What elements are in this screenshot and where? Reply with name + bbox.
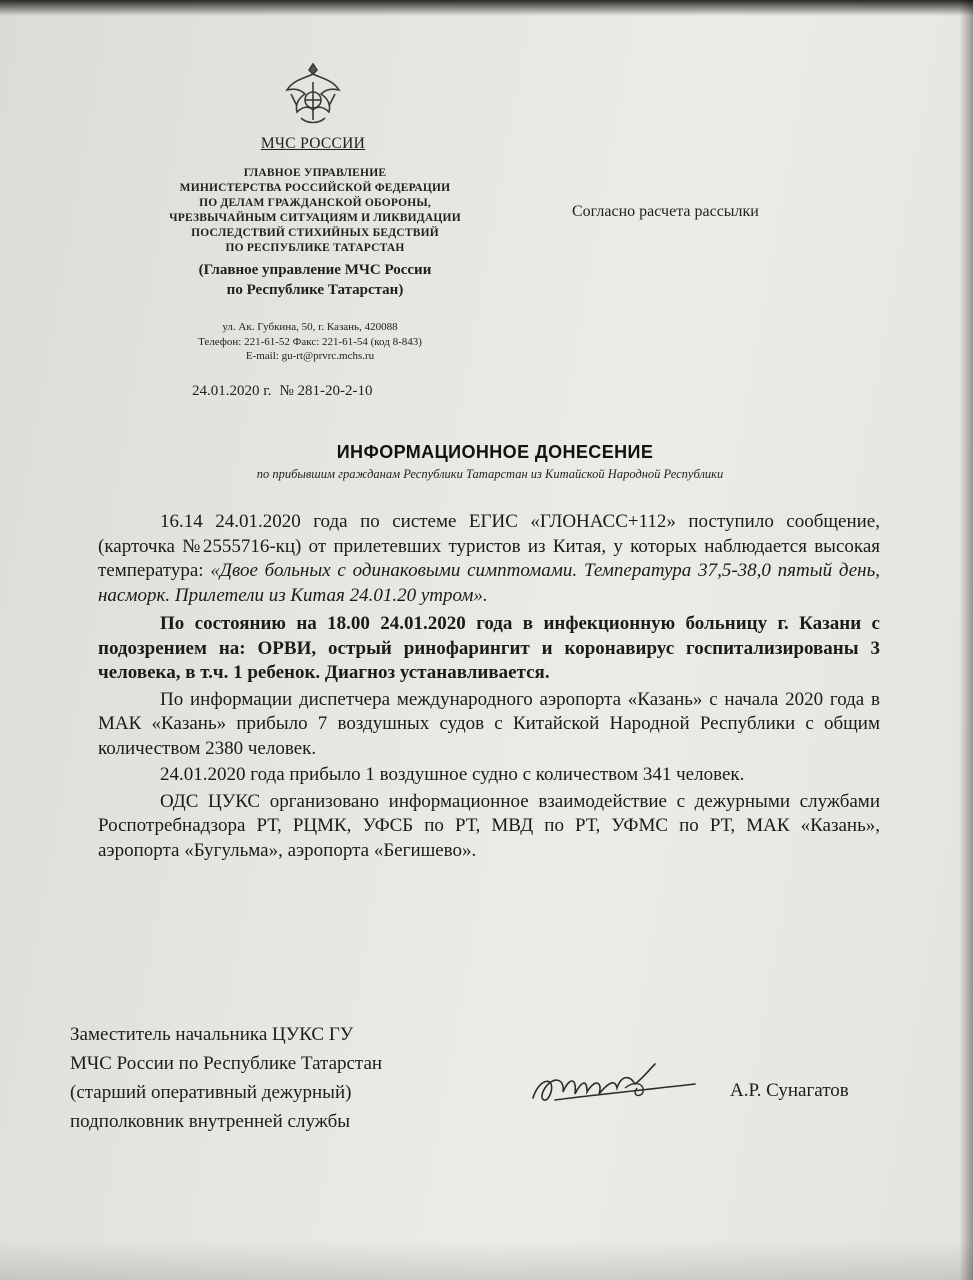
phone-fax: Телефон: 221-61-52 Факс: 221-61-54 (код 8-843) — [198, 335, 422, 348]
signatory-position — [70, 1020, 490, 1136]
agency-name: МЧС РОССИИ — [260, 135, 366, 152]
page-bottom-shadow — [0, 1240, 973, 1280]
document-number: № 281-20-2-10 — [279, 383, 373, 399]
department-line: МИНИСТЕРСТВА РОССИЙСКОЙ ФЕДЕРАЦИИ — [179, 182, 451, 194]
document-title: ИНФОРМАЦИОННОЕ ДОНЕСЕНИЕ — [336, 442, 654, 462]
department-line: ПО ДЕЛАМ ГРАЖДАНСКОЙ ОБОРОНЫ, — [199, 197, 431, 209]
position-line: МЧС России по Республике Татарстан — [70, 1053, 383, 1074]
department-line: ПО РЕСПУБЛИКЕ ТАТАРСТАН — [225, 242, 405, 254]
paragraph-airport: По информации диспетчера международного аэропорта «Казань» с начала 2020 года в МАК «Казань» прибыло 7 воздушных судов с Китайской Народной Республики с общим количеством 2380 человек. — [98, 688, 880, 759]
handwritten-signature — [525, 1048, 725, 1118]
short-name-line: по Республике Татарстан) — [226, 282, 404, 298]
position-line: Заместитель начальника ЦУКС ГУ — [70, 1024, 354, 1045]
registration-line — [192, 383, 373, 400]
paragraph-incident — [98, 510, 880, 608]
contact-block — [150, 320, 470, 364]
document-date: 24.01.2020 г. — [192, 383, 272, 399]
photo-top-shadow — [0, 0, 973, 16]
position-line: подполковник внутренней службы — [70, 1111, 351, 1132]
recipient-note: Согласно расчета рассылки — [572, 203, 759, 220]
emchs-emblem-icon — [283, 60, 343, 128]
email-address: E-mail: gu-rt@prvrc.mchs.ru — [245, 350, 375, 362]
position-line: (старший оперативный дежурный) — [70, 1082, 352, 1103]
short-name-line: (Главное управление МЧС России — [198, 262, 432, 278]
department-line: ПОСЛЕДСТВИЙ СТИХИЙНЫХ БЕДСТВИЙ — [191, 227, 439, 239]
department-short-name — [150, 260, 480, 300]
paragraph-hospitalization: По состоянию на 18.00 24.01.2020 года в инфекционную больницу г. Казани с подозрением на: ОРВИ, острый ринофарингит и коронавирус госпитализированы 3 человека, в т.ч. 1 ребенок. Диагноз устанавливается. — [98, 613, 880, 683]
incident-quote: «Двое больных с одинаковыми симптомами. Температура 37,5-38,0 пятый день, насморк. Прилетели из Китая 24.01.20 утром». — [98, 560, 880, 606]
department-line: ГЛАВНОЕ УПРАВЛЕНИЕ — [243, 167, 387, 179]
incident-text: 16.14 24.01.2020 года по системе ЕГИС «ГЛОНАСС+112» поступило сообщение, (карточка №2555716-кц) от прилетевших туристов из Китая, у которых наблюдается высокая температура: — [98, 511, 880, 581]
document-subtitle: по прибывшим гражданам Республики Татарстан из Китайской Народной Республики — [256, 467, 724, 481]
paragraph-coordination: ОДС ЦУКС организовано информационное взаимодействие с дежурными службами Роспотребнадзора РТ, РЦМК, УФСБ по РТ, МВД по РТ, УФМС по РТ, МАК «Казань», аэропорта «Бугульма», аэропорта «Бегишево». — [98, 790, 880, 861]
document-body — [98, 510, 880, 863]
paragraph-flight: 24.01.2020 года прибыло 1 воздушное судно с количеством 341 человек. — [160, 764, 745, 785]
department-name — [140, 166, 490, 256]
signer-name: А.Р. Сунагатов — [730, 1080, 849, 1101]
department-line: ЧРЕЗВЫЧАЙНЫМ СИТУАЦИЯМ И ЛИКВИДАЦИИ — [169, 212, 461, 224]
postal-address: ул. Ак. Губкина, 50, г. Казань, 420088 — [222, 321, 398, 333]
page-edge-shadow — [959, 0, 973, 1280]
